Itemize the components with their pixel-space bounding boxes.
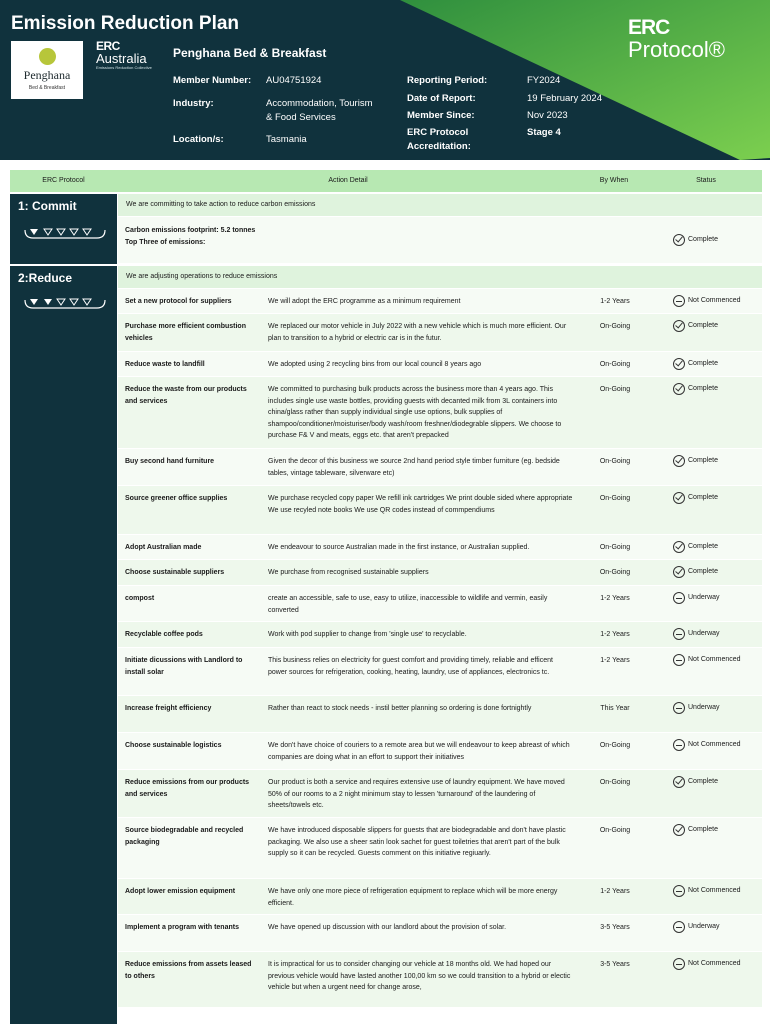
reporting-period-value: FY2024	[527, 75, 561, 86]
commit-status	[673, 233, 763, 248]
header-erc-protocol: ERC Protocol	[42, 177, 85, 184]
minus-circle-icon	[673, 295, 685, 307]
status	[673, 591, 763, 606]
by-when: 1-2 Years	[600, 298, 630, 305]
header-action-detail: Action Detail	[328, 177, 368, 184]
minus-circle-icon	[673, 592, 685, 604]
table-row	[118, 560, 762, 586]
minus-circle-icon	[673, 702, 685, 714]
status-text: Complete	[688, 385, 718, 392]
table-row	[118, 377, 762, 449]
status	[673, 738, 763, 753]
by-when: On-Going	[599, 569, 631, 576]
date-of-report-value: 19 February 2024	[527, 93, 602, 104]
report-header	[0, 0, 770, 160]
status-text: Complete	[688, 360, 718, 367]
status-text: Underway	[688, 704, 720, 711]
industry-label: Industry:	[173, 98, 214, 109]
by-when: 1-2 Years	[600, 595, 630, 602]
check-circle-icon	[673, 492, 685, 504]
action-detail: It is impractical for us to consider changing our vehicle at 18 months old. We had hoped our previous vehicle would have lasted another 100,00 km so we could transition to a hybrid or electic vehicle but when a urgent need for change arose,	[268, 961, 571, 991]
erc-australia-logo-top: ERC	[96, 39, 120, 53]
table-row	[118, 535, 762, 560]
by-when: On-Going	[599, 779, 631, 786]
status	[673, 540, 763, 555]
minus-circle-icon	[673, 628, 685, 640]
by-when: 1-2 Years	[600, 657, 630, 664]
action-title: Buy second hand furniture	[125, 458, 215, 465]
status	[673, 382, 763, 397]
minus-circle-icon	[673, 739, 685, 751]
action-detail: We endeavour to source Australian made in the first instance, or Australian supplied.	[268, 544, 530, 551]
action-title: compost	[125, 595, 155, 602]
table-row	[118, 770, 762, 818]
by-when: 1-2 Years	[600, 631, 630, 638]
member-since-label: Member Since:	[407, 110, 475, 121]
commit-status-text: Complete	[688, 236, 718, 243]
top-three-text: Top Three of emissions:	[125, 239, 206, 246]
status-text: Underway	[688, 923, 720, 930]
status	[673, 957, 763, 972]
reduce-stage-label: 2:Reduce	[18, 271, 73, 285]
leaf-icon	[39, 48, 56, 65]
check-circle-icon	[673, 541, 685, 553]
minus-circle-icon	[673, 921, 685, 933]
status-text: Complete	[688, 494, 718, 501]
business-logo	[11, 41, 83, 99]
status	[673, 653, 763, 668]
industry-value-line1: Accommodation, Tourism	[266, 98, 373, 109]
commit-stage-cell	[10, 194, 117, 264]
status-text: Not Commenced	[688, 887, 741, 894]
accreditation-label-1: ERC Protocol	[407, 127, 469, 138]
action-title: Increase freight efficiency	[125, 705, 212, 712]
table-header	[10, 170, 762, 192]
action-detail: Work with pod supplier to change from 'single use' to recyclable.	[268, 631, 467, 638]
minus-circle-icon	[673, 654, 685, 666]
action-title: Reduce the waste from our products and services	[125, 386, 247, 405]
status-text: Complete	[688, 568, 718, 575]
minus-circle-icon	[673, 958, 685, 970]
action-detail: We don't have choice of couriers to a remote area but we will endeavour to keep abreast of which companies are doing what in an effort to support their initiatives	[268, 742, 570, 761]
action-title: Source greener office supplies	[125, 495, 228, 502]
action-detail: We have opened up discussion with our landlord about the provision of solar.	[268, 924, 507, 931]
action-detail: We will adopt the ERC programme as a minimum requirement	[268, 298, 461, 305]
action-title: Initiate dicussions with Landlord to install solar	[125, 657, 243, 676]
action-detail: Given the decor of this business we source 2nd hand period style timber furniture (eg. bedside tables, vintage tableware, silverware etc)	[268, 458, 560, 477]
action-detail: We replaced our motor vehicle in July 2022 with a new vehicle which is much more efficient. Our plan to transition to a hybrid or electric car is in the futur.	[268, 323, 567, 342]
by-when: 3-5 Years	[600, 924, 630, 931]
by-when: This Year	[600, 705, 630, 712]
status-text: Not Commenced	[688, 656, 741, 663]
document-title: Emission Reduction Plan	[11, 13, 240, 34]
status-text: Complete	[688, 826, 718, 833]
table-row	[118, 915, 762, 952]
reporting-period-label: Reporting Period:	[407, 75, 488, 86]
action-title: Implement a program with tenants	[125, 924, 239, 931]
commit-footprint	[125, 225, 255, 249]
table-row	[118, 486, 762, 535]
accreditation-label-2: Accreditation:	[407, 141, 471, 152]
business-logo-sub: Bed & Breakfast	[28, 85, 66, 91]
table-row	[118, 352, 762, 377]
by-when: On-Going	[599, 323, 631, 330]
minus-circle-icon	[673, 885, 685, 897]
location-label: Location/s:	[173, 134, 224, 145]
table-row	[118, 586, 762, 622]
action-detail: This business relies on electricity for guest comfort and providing timely, reliable and efficent power sources for refrigeration, cooking, heating, laundry, use of appliances, electronics tc.	[268, 657, 553, 676]
stage-progress-icon	[24, 226, 106, 240]
status	[673, 775, 763, 790]
status-text: Complete	[688, 778, 718, 785]
table-row	[118, 314, 762, 352]
table-row	[118, 696, 762, 733]
header-by-when: By When	[599, 177, 629, 184]
status	[673, 294, 763, 309]
check-circle-icon	[673, 383, 685, 395]
action-title: Set a new protocol for suppliers	[125, 298, 232, 305]
table-row	[118, 449, 762, 486]
check-circle-icon	[673, 320, 685, 332]
carbon-footprint-text: Carbon emissions footprint: 5.2 tonnes	[125, 227, 256, 234]
status-text: Not Commenced	[688, 297, 741, 304]
status-text: Underway	[688, 594, 720, 601]
action-detail: We have only one more piece of refrigeration equipment to replace which will be more energy efficient.	[268, 888, 558, 907]
action-title: Choose sustainable logistics	[125, 742, 222, 749]
erc-australia-logo	[96, 40, 152, 71]
business-name: Penghana Bed & Breakfast	[173, 46, 327, 60]
check-circle-icon	[673, 566, 685, 578]
status-text: Complete	[688, 322, 718, 329]
status-text: Complete	[688, 543, 718, 550]
status	[673, 454, 763, 469]
erc-protocol-logo-top: ERC	[628, 16, 670, 39]
check-circle-icon	[673, 776, 685, 788]
status	[673, 823, 763, 838]
check-circle-icon	[673, 234, 685, 246]
table-row	[118, 733, 762, 770]
by-when: On-Going	[599, 458, 631, 465]
by-when: On-Going	[599, 495, 631, 502]
date-of-report-label: Date of Report:	[407, 93, 476, 104]
action-title: Recyclable coffee pods	[125, 631, 203, 638]
commit-section-heading: We are committing to take action to reduce carbon emissions	[118, 194, 762, 216]
status-text: Underway	[688, 630, 720, 637]
status-text: Not Commenced	[688, 741, 741, 748]
action-detail: We purchase from recognised sustainable suppliers	[268, 569, 429, 576]
check-circle-icon	[673, 824, 685, 836]
action-title: Adopt lower emission equipment	[125, 888, 236, 895]
action-title: Choose sustainable suppliers	[125, 569, 225, 576]
member-since-value: Nov 2023	[527, 110, 568, 121]
by-when: 1-2 Years	[600, 888, 630, 895]
status	[673, 565, 763, 580]
member-number-value: AU04751924	[266, 75, 322, 86]
check-circle-icon	[673, 455, 685, 467]
by-when: On-Going	[599, 827, 631, 834]
action-detail: We have introduced disposable slippers for guests that are biodegradable and don't have plastic packaging. We also use a sheer satin look sachet for guest toiletries that aren't part of the bulk supply so it can be recycled. Guests comment on this initiative regiuarly.	[268, 827, 566, 857]
erc-australia-logo-mid: Australia	[96, 51, 147, 66]
status	[673, 319, 763, 334]
action-title: Adopt Australian made	[125, 544, 202, 551]
status	[673, 491, 763, 506]
action-detail: Rather than react to stock needs - instil better planning so ordering is done fortnightly	[268, 705, 532, 712]
action-detail: We adopted using 2 recycling bins from our local council 8 years ago	[268, 361, 482, 368]
action-title: Reduce waste to landfill	[125, 361, 205, 368]
header-status: Status	[696, 177, 716, 184]
industry-value-line2: & Food Services	[266, 112, 336, 123]
action-detail: We committed to purchasing bulk products across the business more than 4 years ago. This includes single use waste bottles, providing guests with decanted milk from 3L containers into china/glass rather than supply individual single use options, bulk supplies of shampoo/conditioner/moisturiser/body wash/room freshner/diodegrable slippers. We choose to purchase F& V and meats, eggs etc. that aren't prepacked	[268, 386, 562, 439]
accreditation-value: Stage 4	[527, 127, 561, 138]
erc-australia-logo-sub: Emissions Reduction Collective	[96, 65, 152, 70]
reduce-section-heading: We are adjusting operations to reduce emissions	[118, 266, 762, 288]
status	[673, 357, 763, 372]
status	[673, 920, 763, 935]
status-text: Complete	[688, 457, 718, 464]
stage-progress-icon	[24, 296, 106, 310]
status-text: Not Commenced	[688, 960, 741, 967]
by-when: 3-5 Years	[600, 961, 630, 968]
table-row	[118, 818, 762, 879]
action-title: Reduce emissions from assets leased to others	[125, 961, 252, 980]
commit-row	[118, 217, 762, 264]
business-logo-name: Penghana	[23, 68, 71, 82]
action-detail: We purchase recycled copy paper We refill ink cartridges We print double sided where appropriate We use recyled note books We use QR codes instead of commpendiums	[268, 495, 573, 514]
table-row	[118, 879, 762, 915]
table-row	[118, 952, 762, 1008]
reduce-stage-cell	[10, 266, 117, 1024]
by-when: On-Going	[599, 742, 631, 749]
by-when: On-Going	[599, 361, 631, 368]
status	[673, 884, 763, 899]
action-title: Reduce emissions from our products and services	[125, 779, 250, 798]
by-when: On-Going	[599, 386, 631, 393]
status	[673, 627, 763, 642]
action-detail: Our product is both a service and requires extensive use of laundry equipment. We have moved 50% of our rooms to a 2 night minimum stay to lessen 'turnaround' of the laundering of sheets/towels etc.	[268, 779, 565, 809]
table-row	[118, 289, 762, 314]
table-row	[118, 622, 762, 648]
check-circle-icon	[673, 358, 685, 370]
commit-stage-label: 1: Commit	[18, 199, 77, 213]
location-value: Tasmania	[266, 134, 307, 145]
table-row	[118, 648, 762, 696]
action-title: Purchase more efficient combustion vehicles	[125, 323, 246, 342]
erc-protocol-logo-bottom: Protocol®	[628, 37, 725, 62]
erc-protocol-logo	[628, 18, 725, 62]
status	[673, 701, 763, 716]
by-when: On-Going	[599, 544, 631, 551]
action-detail: create an accessible, safe to use, easy to utilize, inaccessible to wildlife and vermin, easily converted	[268, 595, 548, 614]
action-title: Source biodegradable and recycled packaging	[125, 827, 244, 846]
member-number-label: Member Number:	[173, 75, 252, 86]
